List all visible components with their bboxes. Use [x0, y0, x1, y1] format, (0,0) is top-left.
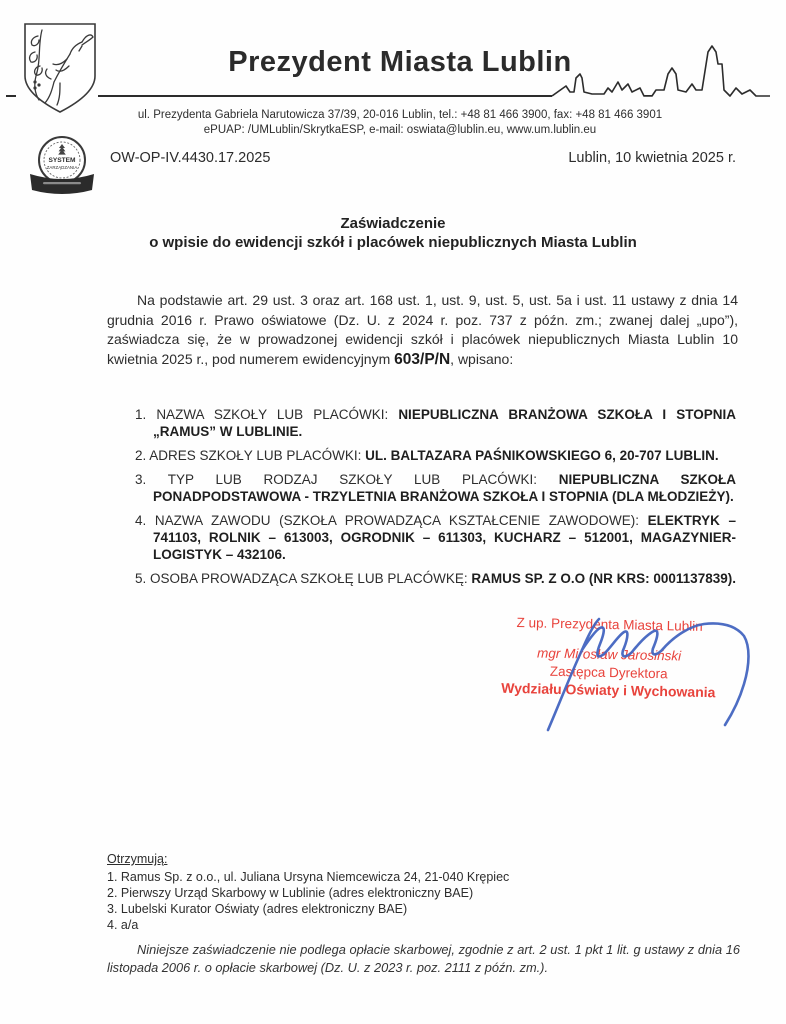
- intro-paragraph: [107, 291, 738, 369]
- item-number: 4.: [135, 513, 147, 528]
- letterhead-address: [100, 108, 700, 138]
- recipient-line: 4. a/a: [107, 918, 139, 932]
- document-subtitle: o wpisie do ewidencji szkół i placówek niepublicznych Miasta Lublin: [149, 234, 637, 251]
- place-and-date: Lublin, 10 kwietnia 2025 r.: [568, 150, 736, 166]
- address-line-1: ul. Prezydenta Gabriela Narutowicza 37/39, 20-016 Lublin, tel.: +48 81 466 3900, fax: +48 81 466 3901: [137, 109, 663, 121]
- stamp-role-line2: Wydziału Oświaty i Wychowania: [501, 679, 716, 701]
- item-number: 3.: [135, 472, 147, 487]
- item-value: UL. BALTAZARA PAŚNIKOWSKIEGO 6, 20-707 LUBLIN.: [365, 448, 719, 463]
- list-item-school-name: [135, 406, 736, 440]
- recipient-line: 3. Lubelski Kurator Oświaty (adres elektroniczny BAE): [107, 902, 408, 916]
- letterhead-title: Prezydent Miasta Lublin: [228, 46, 572, 78]
- stamp-signer-name: mgr Mirosław Jarosiński: [536, 645, 682, 664]
- recipient-line: 2. Pierwszy Urząd Skarbowy w Lublinie (adres elektroniczny BAE): [107, 886, 474, 900]
- distribution-heading: Otrzymują:: [107, 852, 168, 866]
- entry-list: [135, 406, 736, 594]
- item-value: RAMUS SP. Z O.O (NR KRS: 0001137839).: [471, 571, 736, 586]
- item-value: ELEKTRYK – 741103, ROLNIK – 613003, OGRODNIK – 611303, KUCHARZ – 512001, MAGAZYNIER-LOGISTYK – 432106.: [153, 513, 737, 562]
- intro-text-before: Na podstawie art. 29 ust. 3 oraz art. 168 ust. 1, ust. 9, ust. 5, ust. 5a i ust. 11 ustawy z dnia 14 grudnia 2016 r. Prawo oświatowe (Dz. U. z 2024 r. poz. 737 z późn. zm.; zwanej dalej „upo”), zaświadcza się, że w prowadzonej ewidencji szkół i placówek niepublicznych Miasta Lublin 10 kwietnia 2025 r., pod numerem ewidencyjnym: [107, 292, 738, 367]
- legal-footnote: Niniejsze zaświadczenie nie podlega opłacie skarbowej, zgodnie z art. 2 ust. 1 pkt 1 lit. g ustawy z dnia 16 listopada 2006 r. o opłacie skarbowej (Dz. U. z 2023 r. poz. 2111 z późn. zm.).: [107, 942, 740, 975]
- item-label: OSOBA PROWADZĄCA SZKOŁĘ LUB PLACÓWKĘ:: [150, 571, 472, 586]
- item-number: 1.: [135, 407, 147, 422]
- official-stamp: [492, 615, 726, 701]
- reference-number: OW-OP-IV.4430.17.2025: [110, 150, 271, 166]
- seal-text-line2: ZARZĄDZANIA: [46, 165, 78, 170]
- stamp-role-line1: Zastępca Dyrektora: [549, 663, 668, 682]
- reference-row: [110, 150, 736, 166]
- header-rule-dash: [6, 95, 16, 97]
- item-label: ADRES SZKOŁY LUB PLACÓWKI:: [149, 448, 366, 463]
- item-label: NAZWA ZAWODU (SZKOŁA PROWADZĄCA KSZTAŁCENIE ZAWODOWE):: [154, 513, 648, 528]
- quality-seal-icon: [26, 132, 98, 196]
- item-number: 2.: [135, 448, 147, 463]
- item-value: NIEPUBLICZNA BRANŻOWA SZKOŁA I STOPNIA „RAMUS” W LUBLINIE.: [153, 407, 736, 439]
- seal-text-line1: SYSTEM: [48, 157, 76, 164]
- lublin-coat-of-arms-icon: [20, 20, 100, 116]
- lublin-skyline-icon: [552, 44, 770, 102]
- address-line-2: ePUAP: /UMLublin/SkrytkaESP, e-mail: oswiata@lublin.eu, www.um.lublin.eu: [203, 124, 597, 136]
- distribution-block: [107, 851, 509, 933]
- stamp-authorization: Z up. Prezydenta Miasta Lublin: [516, 615, 703, 634]
- item-value: NIEPUBLICZNA SZKOŁA PONADPODSTAWOWA - TRZYLETNIA BRANŻOWA SZKOŁA I STOPNIA (DLA MŁODZIEŻY).: [153, 472, 736, 504]
- intro-text-after: , wpisano:: [450, 350, 514, 367]
- item-label: TYP LUB RODZAJ SZKOŁY LUB PLACÓWKI:: [167, 472, 559, 487]
- recipient-line: 1. Ramus Sp. z o.o., ul. Juliana Ursyna Niemcewicza 24, 21-040 Krępiec: [107, 870, 510, 884]
- item-number: 5.: [135, 571, 147, 586]
- document-title: Zaświadczenie: [340, 215, 446, 232]
- registry-number: 603/P/N: [394, 350, 451, 368]
- document-title-block: [93, 214, 693, 252]
- item-label: NAZWA SZKOŁY LUB PLACÓWKI:: [156, 407, 399, 422]
- list-item-school-address: [135, 447, 736, 464]
- list-item-operator: [135, 570, 736, 587]
- list-item-professions: [135, 512, 736, 563]
- list-item-school-type: [135, 471, 736, 505]
